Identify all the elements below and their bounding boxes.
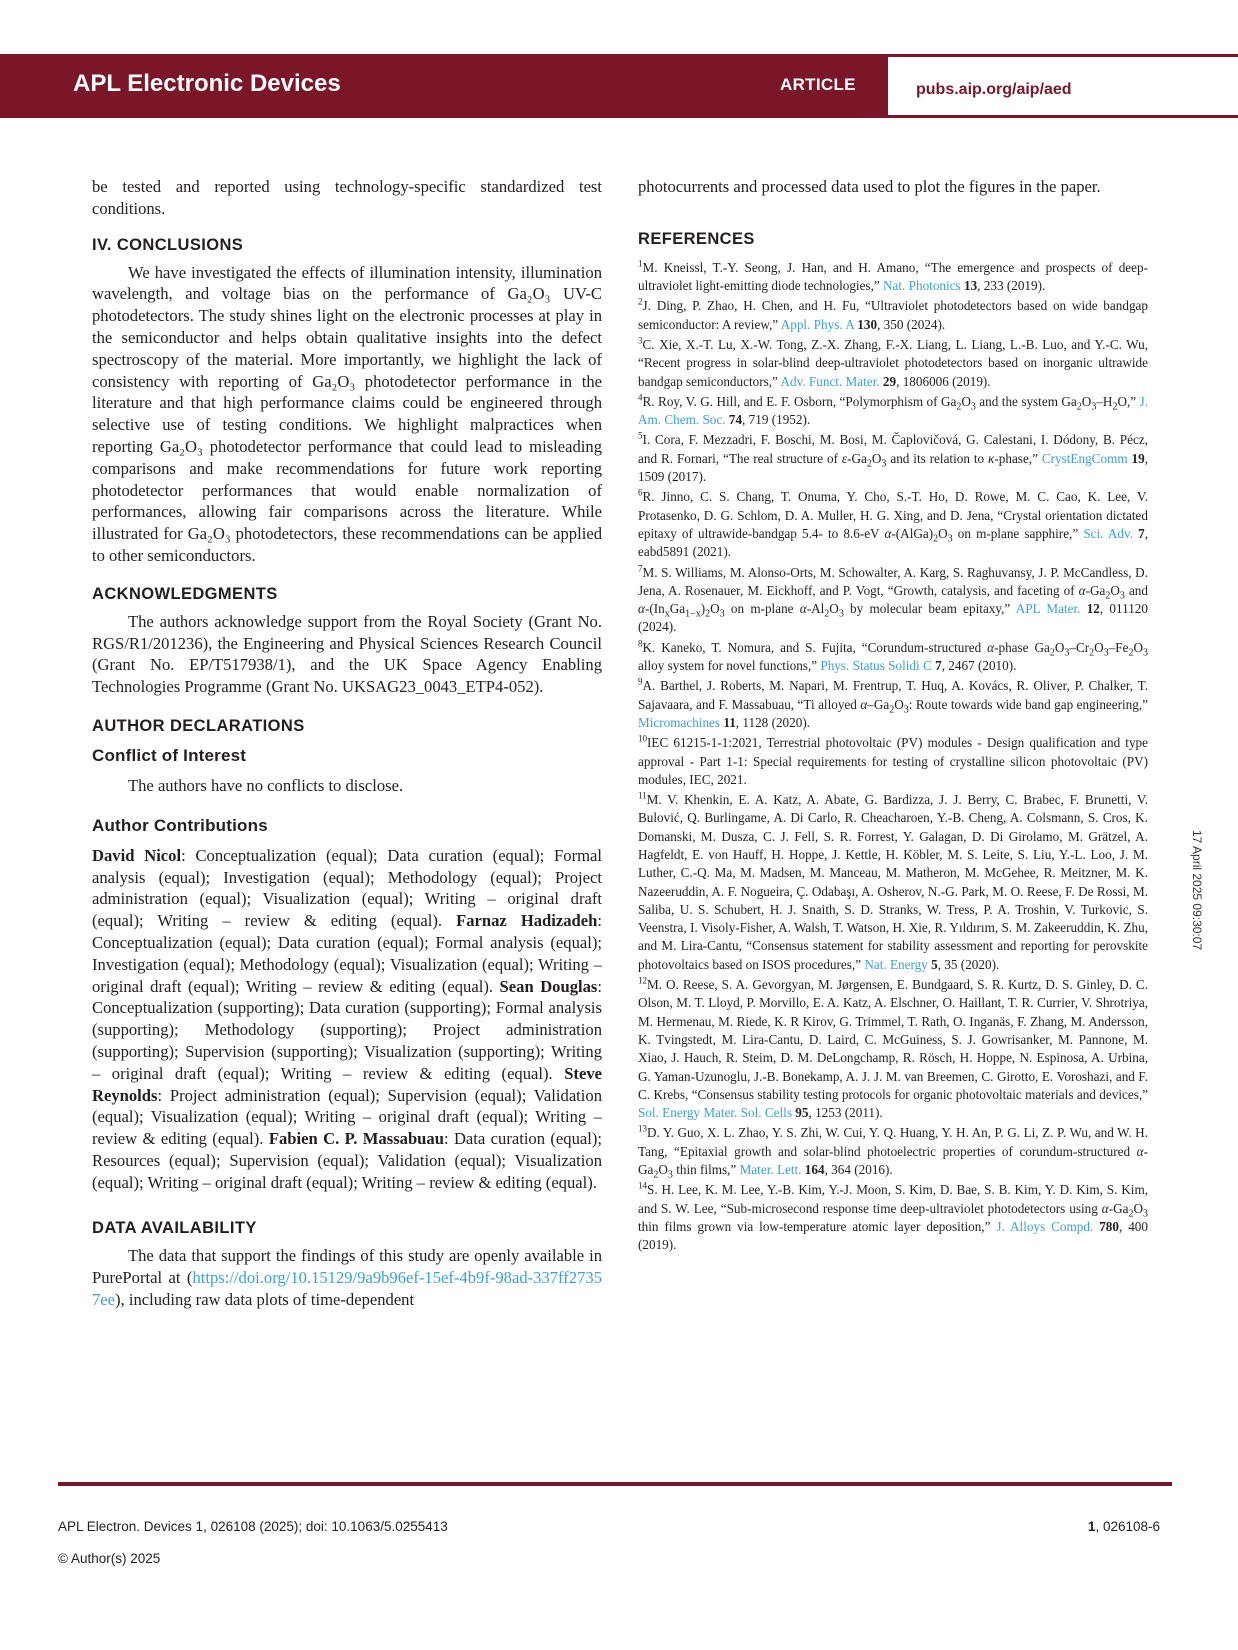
reference-item <box>638 1124 1148 1179</box>
reference-item <box>638 677 1148 732</box>
footer-citation: APL Electron. Devices 1, 026108 (2025); doi: 10.1063/5.0255413 <box>58 1519 448 1534</box>
reference-number: 13 <box>638 1124 647 1135</box>
author-declarations-heading: AUTHOR DECLARATIONS <box>92 716 305 735</box>
reference-item <box>638 791 1148 974</box>
reference-number: 4 <box>638 392 643 403</box>
reference-text: A. Barthel, J. Roberts, M. Napari, M. Frentrup, T. Huq, A. Kovács, R. Oliver, P. Chalker, T. Sajavaara, and F. Massabuau, “Ti alloyed $\alpha-Ga_2O_3$: Route towards wide band gap engineering,” Micromachines 11, 1128 (2020). <box>638 678 1149 730</box>
reference-item <box>638 734 1148 789</box>
reference-list <box>638 259 1148 1255</box>
reference-text: M. O. Reese, S. A. Gevorgyan, M. Jørgensen, E. Bundgaard, S. R. Kurtz, D. S. Ginley, D. C. Olson, M. T. Lloyd, P. Morvillo, E. A. Katz, A. Elschner, O. Haillant, T. R. Currier, V. Shrotriya, M. Hermenau, M. Riede, K. R Kirov, G. Trimmel, T. Rath, O. Inganäs, F. Zhang, M. Andersson, K. Tvingstedt, M. Lira-Cantu, D. Laird, C. McGuiness, S. J. Gowrisanker, M. Pannone, M. Xiao, J. Hauch, R. Steim, D. M. DeLongchamp, R. Rösch, H. Hoppe, N. Espinosa, A. Urbina, G. Yaman-Uzunoglu, J.-B. Bonekamp, A. J. J. M. van Breemen, C. Girotto, E. Voroshazi, and F. C. Krebs, “Consensus stability testing protocols for organic photovoltaic materials and devices,” Sol. Energy Mater. Sol. Cells 95, 1253 (2011). <box>638 977 1148 1121</box>
section-continuation-text: be tested and reported using technology-specific standardized test conditions. <box>92 177 602 218</box>
reference-number: 5 <box>638 431 643 442</box>
journal-header-bar <box>0 54 1238 118</box>
author-contributions-heading: Author Contributions <box>92 815 268 835</box>
footer-copyright: © Author(s) 2025 <box>58 1551 161 1566</box>
reference-item <box>638 431 1148 486</box>
reference-number: 8 <box>638 638 643 649</box>
conflict-of-interest-text: The authors have no conflicts to disclose. <box>128 775 404 795</box>
contributor-roles: : Conceptualization (supporting); Data curation (supporting); Formal analysis (supporting); Methodology (supporting); Project administration (supporting); Supervision (supporting); Visualization (supporting); Writing – original draft (equal); Writing – review & editing (equal). <box>92 976 602 1083</box>
reference-item <box>638 639 1148 676</box>
journal-link[interactable]: J. Am. Chem. Soc. <box>638 393 1148 428</box>
journal-link[interactable]: Sci. Adv. <box>1083 525 1133 541</box>
reference-number: 3 <box>638 335 643 346</box>
reference-number: 11 <box>638 790 647 801</box>
journal-link[interactable]: Appl. Phys. A <box>780 316 854 332</box>
acknowledgments-heading: ACKNOWLEDGMENTS <box>92 584 278 603</box>
reference-text: M. S. Williams, M. Alonso-Orts, M. Schowalter, A. Karg, S. Raghuvansy, J. P. McCandless, D. Jena, A. Rosenauer, M. Eickhoff, and P. Vogt, “Growth, catalysis, and faceting of $\alpha-Ga_2O_3$ and $\alpha-(In_xGa_{1-x})_2O_3$ on m-plane $\alpha-Al_2O_3$ by molecular beam epitaxy,” APL Mater. 12, 011120 (2024). <box>638 564 1148 635</box>
reference-item <box>638 259 1148 296</box>
author-contributions-text <box>92 845 602 1194</box>
right-column <box>638 176 1148 1257</box>
contributor-roles: : Project administration (equal); Supervision (equal); Validation (equal); Visualization (equal); Writing – original draft (equal); Writing – review & editing (equal). <box>92 1085 602 1149</box>
reference-item <box>638 1181 1148 1254</box>
reference-text: I. Cora, F. Mezzadri, F. Boschi, M. Bosi, M. Čaplovičová, G. Calestani, I. Dódony, B. Pécz, and R. Fornari, “The real structure of $\varepsilon-Ga_2O_3$ and its relation to κ-phase,” CrystEngComm 19, 1509 (2017). <box>638 432 1148 485</box>
journal-url-box <box>888 57 1238 115</box>
data-doi-link[interactable]: https://doi.org/10.15129/9a9b96ef-15ef-4b9f-98ad-337ff27357ee <box>92 1268 602 1310</box>
contributor-name: Steve Reynolds <box>92 1063 602 1105</box>
reference-text: M. Kneissl, T.-Y. Seong, J. Han, and H. Amano, “The emergence and prospects of deep-ultraviolet light-emitting diode technologies,” Nat. Photonics 13, 233 (2019). <box>638 259 1148 294</box>
footer-page: , 026108-6 <box>1095 1519 1160 1534</box>
contributor-name: Farnaz Hadizadeh <box>456 911 598 931</box>
left-column <box>92 176 602 1311</box>
journal-link[interactable]: Adv. Funct. Mater. <box>780 373 880 389</box>
reference-number: 12 <box>638 975 647 986</box>
journal-link[interactable]: Phys. Status Solidi C <box>820 658 932 674</box>
reference-item <box>638 393 1148 430</box>
footer-page-number <box>1088 1519 1160 1534</box>
reference-text: R. Jinno, C. S. Chang, T. Onuma, Y. Cho, S.-T. Ho, D. Rowe, M. C. Cao, K. Lee, V. Protasenko, D. G. Schlom, D. A. Muller, H. G. Xing, and D. Jena, “Crystal orientation dictated epitaxy of ultrawide-bandgap 5.4- to 8.6-eV $\alpha-(AlGa)_2O_3$ on m-plane sapphire,” Sci. Adv. 7, eabd5891 (2021). <box>638 489 1148 560</box>
journal-url-link[interactable]: pubs.aip.org/aip/aed <box>916 81 1072 98</box>
data-availability-text <box>92 1245 602 1310</box>
reference-item <box>638 976 1148 1122</box>
journal-title: APL Electronic Devices <box>73 70 341 97</box>
footer-rule <box>58 1482 1172 1486</box>
journal-link[interactable]: Nat. Energy <box>864 956 928 972</box>
journal-link[interactable]: Nat. Photonics <box>883 278 961 294</box>
reference-number: 10 <box>638 733 647 744</box>
download-timestamp: 17 April 2025 09:30:07 <box>1190 830 1204 951</box>
reference-text: R. Roy, V. G. Hill, and E. F. Osborn, “Polymorphism of $Ga_2O_3$ and the system $Ga_2O_3-H_2O$,” J. Am. Chem. Soc. 74, 719 (1952). <box>638 393 1148 428</box>
journal-link[interactable]: CrystEngComm <box>1041 450 1128 466</box>
conclusions-heading: IV. CONCLUSIONS <box>92 235 244 254</box>
reference-text: S. H. Lee, K. M. Lee, Y.-B. Kim, Y.-J. Moon, S. Kim, D. Bae, S. B. Kim, Y. D. Kim, S. Kim, and S. W. Lee, “Sub-microsecond response time deep-ultraviolet photodetectors using $\alpha-Ga_2O_3$ thin films grown via low-temperature atomic layer deposition,” J. Alloys Compd. 780, 400 (2019). <box>638 1182 1148 1253</box>
reference-number: 7 <box>638 563 643 574</box>
contributor-roles: : Conceptualization (equal); Data curation (equal); Formal analysis (equal); Investigation (equal); Methodology (equal); Visualization (equal); Writing – original draft (equal); Writing – review & editing (equal). <box>92 911 602 996</box>
journal-link[interactable]: Micromachines <box>638 714 721 730</box>
reference-item <box>638 297 1148 334</box>
contributor-name: Sean Douglas <box>499 976 598 996</box>
reference-text: J. Ding, P. Zhao, H. Chen, and H. Fu, “Ultraviolet photodetectors based on wide bandgap semiconductor: A review,” Appl. Phys. A 130, 350 (2024). <box>638 298 1148 332</box>
reference-item <box>638 336 1148 391</box>
contributor-name: David Nicol <box>92 845 182 865</box>
data-availability-heading: DATA AVAILABILITY <box>92 1219 257 1238</box>
conclusions-text: We have investigated the effects of illumination intensity, illumination wavelength, and voltage bias on the performance of Ga₂O₃ UV-C photodetectors. The study shines light on the electronic processes at play in the semiconductor and helps obtain qualitative insights into the defect spectroscopy of the material. More importantly, we highlight the lack of consistency with reporting of Ga₂O₃ photodetector performance in the literature and that high performance claims could be engineered through selective use of testing conditions. We highlight malpractices when reporting Ga₂O₃ photodetector performance that could lead to misleading comparisons and make recommendations for future work reporting photodetector performances that would enable normalization of performances, allowing fair comparisons across the literature. While illustrated for Ga₂O₃ photodetectors, these recommendations can be applied to other semiconductors. <box>92 262 602 565</box>
reference-text: K. Kaneko, T. Nomura, and S. Fujita, “Corundum-structured α-phase $Ga_2O_3-Cr_2O_3-Fe_2O_3$ alloy system for novel functions,” Phys. Status Solidi C 7, 2467 (2010). <box>638 639 1148 674</box>
reference-number: 2 <box>638 297 643 307</box>
conflict-of-interest-heading: Conflict of Interest <box>92 745 247 765</box>
reference-number: 9 <box>638 676 643 687</box>
article-label: ARTICLE <box>780 75 856 94</box>
reference-item <box>638 488 1148 561</box>
journal-link[interactable]: Mater. Lett. <box>739 1162 802 1178</box>
reference-text: M. V. Khenkin, E. A. Katz, A. Abate, G. Bardizza, J. J. Berry, C. Brabec, F. Brunetti, V. Bulović, Q. Burlingame, A. Di Carlo, R. Cheacharoen, Y.-B. Cheng, A. Colsmann, S. Cros, K. Domanski, M. Dusza, C. J. Fell, S. R. Forrest, Y. Galagan, D. Di Girolamo, M. Grätzel, A. Hagfeldt, E. von Hauff, H. Hoppe, J. Kettle, H. Köbler, M. S. Leite, S. Liu, Y.-L. Loo, J. M. Luther, C.-Q. Ma, M. Madsen, M. Manceau, M. Matheron, M. McGehee, R. Meitzner, M. K. Nazeeruddin, A. F. Nogueira, Ç. Odabaşı, A. Osherov, N.-G. Park, M. O. Reese, F. De Rossi, M. Saliba, U. S. Schubert, H. J. Snaith, S. D. Stranks, W. Tress, P. A. Troshin, V. Turkovic, S. Veenstra, I. Visoly-Fisher, A. Walsh, T. Watson, H. Xie, R. Yıldırım, S. M. Zakeeruddin, K. Zhu, and M. Lira-Cantu, “Consensus statement for stability assessment and reporting for perovskite photovoltaics based on ISOS procedures,” Nat. Energy 5, 35 (2020). <box>638 792 1148 972</box>
journal-link[interactable]: APL Mater. <box>1015 601 1081 617</box>
contributor-roles: : Conceptualization (equal); Data curation (equal); Formal analysis (equal); Investigation (equal); Methodology (equal); Project administration (equal); Visualization (equal); Writing – original draft (equal); Writing – review & editing (equal). <box>92 845 602 931</box>
reference-text: IEC 61215-1-1:2021, Terrestrial photovoltaic (PV) modules - Design qualification and type approval - Part 1-1: Special requirements for testing of crystalline silicon photovoltaic (PV) modules, IEC, 2021. <box>638 735 1148 787</box>
reference-number: 14 <box>638 1180 647 1191</box>
acknowledgments-text: The authors acknowledge support from the Royal Society (Grant No. RGS/R1/201236), the Engineering and Physical Sciences Research Council (Grant No. EP/T517938/1), and the UK Space Agency Enabling Technologies Programme (Grant No. UKSAG23_0043_ETP4-052). <box>92 611 602 697</box>
journal-link[interactable]: Sol. Energy Mater. Sol. Cells <box>638 1105 792 1121</box>
data-text-after: ), including raw data plots of time-dependent <box>115 1290 415 1310</box>
reference-number: 1 <box>638 258 643 269</box>
reference-text: D. Y. Guo, X. L. Zhao, Y. S. Zhi, W. Cui, Y. Q. Huang, Y. H. An, P. G. Li, Z. P. Wu, and W. H. Tang, “Epitaxial growth and solar-blind photoelectric properties of corundum-structured $\alpha-Ga_2O_3$ thin films,” Mater. Lett. 164, 364 (2016). <box>638 1125 1148 1181</box>
footer-volume: 1 <box>1087 1519 1096 1534</box>
data-availability-continuation: photocurrents and processed data used to plot the figures in the paper. <box>638 177 1101 196</box>
journal-link[interactable]: J. Alloys Compd. <box>996 1218 1094 1234</box>
reference-text: C. Xie, X.-T. Lu, X.-W. Tong, Z.-X. Zhang, F.-X. Liang, L. Liang, L.-B. Luo, and Y.-C. Wu, “Recent progress in solar-blind deep-ultraviolet photodetectors based on inorganic ultrawide bandgap semiconductors,” Adv. Funct. Mater. 29, 1806006 (2019). <box>638 336 1148 389</box>
references-heading: REFERENCES <box>638 229 755 248</box>
contributor-roles: : Data curation (equal); Resources (equal); Supervision (equal); Validation (equal); Visualization (equal); Writing – original draft (equal); Writing – review & editing (equal). <box>92 1129 603 1192</box>
data-text-before: The data that support the findings of this study are openly available in PurePortal at ( <box>92 1246 602 1288</box>
contributor-name: Fabien C. P. Massabuau <box>268 1129 444 1149</box>
reference-item <box>638 564 1148 637</box>
reference-number: 6 <box>638 487 643 498</box>
